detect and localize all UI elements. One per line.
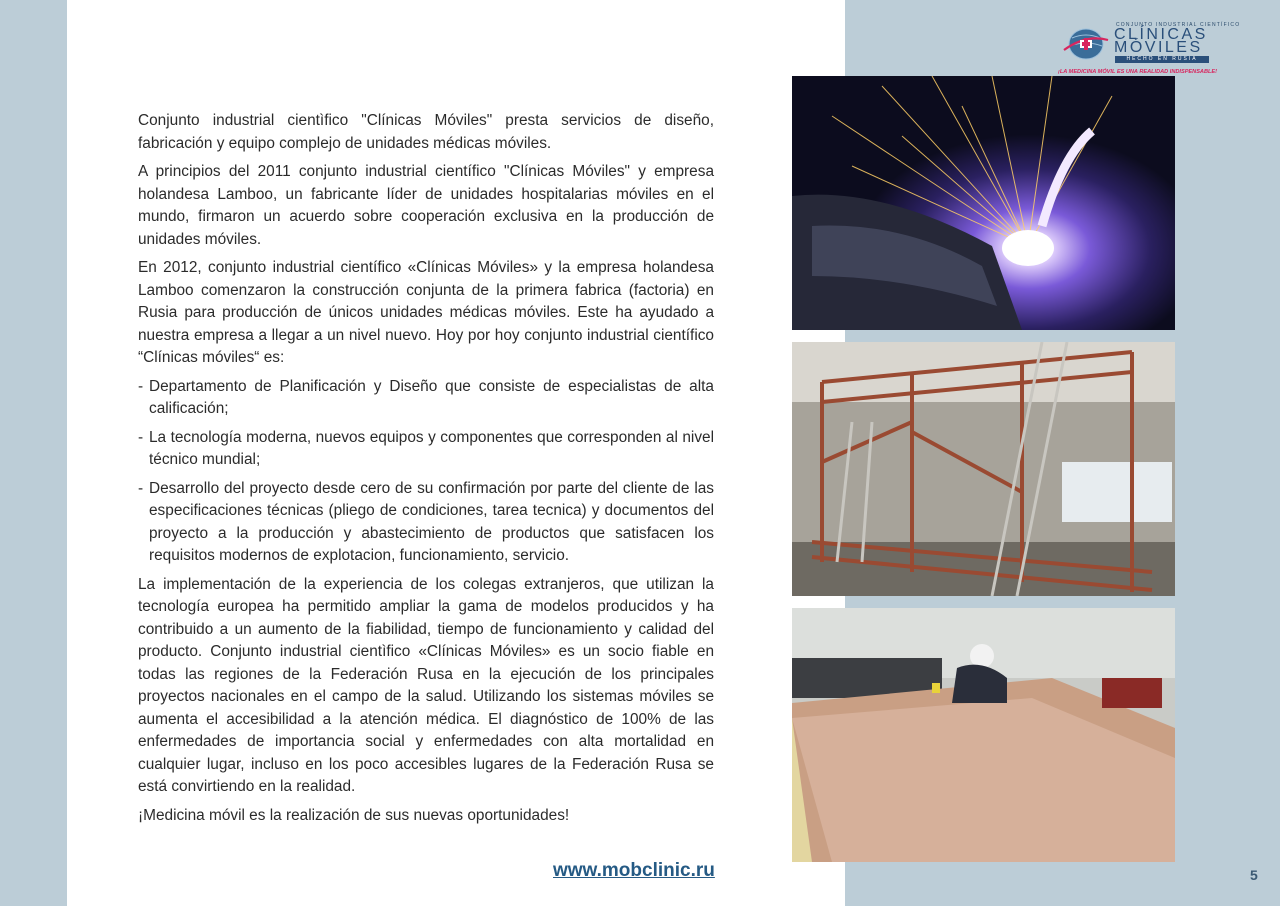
paragraph-2011: A principios del 2011 conjunto industrial científico "Clínicas Móviles" y empresa holandesa Lamboo, un fabricante líder de unidades hospitalarias móviles en el mundo, firmaron un acuerdo sobre cooperación exclusiva en la producción de unidades móviles. — [138, 163, 714, 248]
list-item-text: Departamento de Planificación y Diseño que consiste de especialistas de alta calificación; — [149, 377, 714, 417]
list-dash: - — [138, 377, 144, 395]
company-logo — [1058, 20, 1241, 80]
paragraph-2012: En 2012, conjunto industrial científico «Clínicas Móviles» y la empresa holandesa Lamboo comenzaron la construcción conjunta de la primera fabrica (factoria) en Rusia para producción de únicos unidades médicas móviles. Este ha ayudado a nuestra empresa a llegar a un nivel nuevo. Hoy por hoy conjunto industrial científico “Clínicas móviles“ es: — [138, 259, 714, 366]
globe-logo-icon — [1062, 24, 1110, 64]
left-margin-strip — [0, 0, 67, 906]
logo-title-line1: CLÍNICAS — [1114, 26, 1208, 43]
logo-top-text: CONJUNTO INDUSTRIAL CIENTÍFICO — [1116, 22, 1241, 28]
list-item — [138, 427, 714, 472]
paragraph-implementation: La implementación de la experiencia de los colegas extranjeros, que utilizan la tecnología europea ha permitido ampliar la gama de modelos producidos y ha contribuido a un aumento de la fiabilidad, tiempo de funcionamiento y calidad del producto. Conjunto industrial cientìfico «Clínicas Móviles» es un socio fiable en todas las regiones de la Federación Rusa en la ejecución de los principales proyectos nacionales en el campo de la salud. Utilizando los sistemas móviles se aumenta el accesibilidad a la atención médica. El diagnóstico de 100% de las enfermedades de importancia social y enfermedades con alta mortalidad en cualquier lugar, incluso en los poco accesibles lugares de la Federación Rusa se está convirtiendo en la realidad. — [138, 575, 714, 795]
body-text — [138, 110, 714, 833]
logo-band: HECHO EN RUSIA — [1115, 56, 1209, 63]
list-item — [138, 478, 714, 568]
capabilities-list — [138, 376, 714, 568]
vehicle-frame-assembly-photo — [792, 342, 1175, 596]
paragraph-intro: Conjunto industrial cientìfico "Clínicas Móviles" presta servicios de diseño, fabricación y equipo complejo de unidades médicas móviles. — [138, 112, 714, 152]
list-dash: - — [138, 428, 144, 446]
logo-tagline: ¡LA MEDICINA MÓVIL ES UNA REALIDAD INDISPENSABLE! — [1058, 69, 1218, 75]
worker-panel-photo — [792, 608, 1175, 862]
list-item-text: La tecnología moderna, nuevos equipos y componentes que corresponden al nivel técnico mundial; — [149, 428, 714, 468]
list-item-text: Desarrollo del proyecto desde cero de su confirmación por parte del cliente de las especificaciones técnicas (pliego de condiciones, tarea tecnica) y documentos del proyecto a la producción y abastecimiento de productos que satisfacen los requisitos modernos de explotacion, funcionamiento, servicio. — [149, 479, 714, 564]
list-item — [138, 376, 714, 421]
website-link[interactable]: www.mobclinic.ru — [553, 860, 715, 881]
welding-sparks-photo — [792, 76, 1175, 330]
list-dash: - — [138, 479, 144, 497]
page-number: 5 — [1250, 867, 1258, 883]
paragraph-closing: ¡Medicina móvil es la realización de sus nuevas oportunidades! — [138, 806, 570, 824]
logo-title-line2: MÓVILES — [1114, 39, 1203, 56]
